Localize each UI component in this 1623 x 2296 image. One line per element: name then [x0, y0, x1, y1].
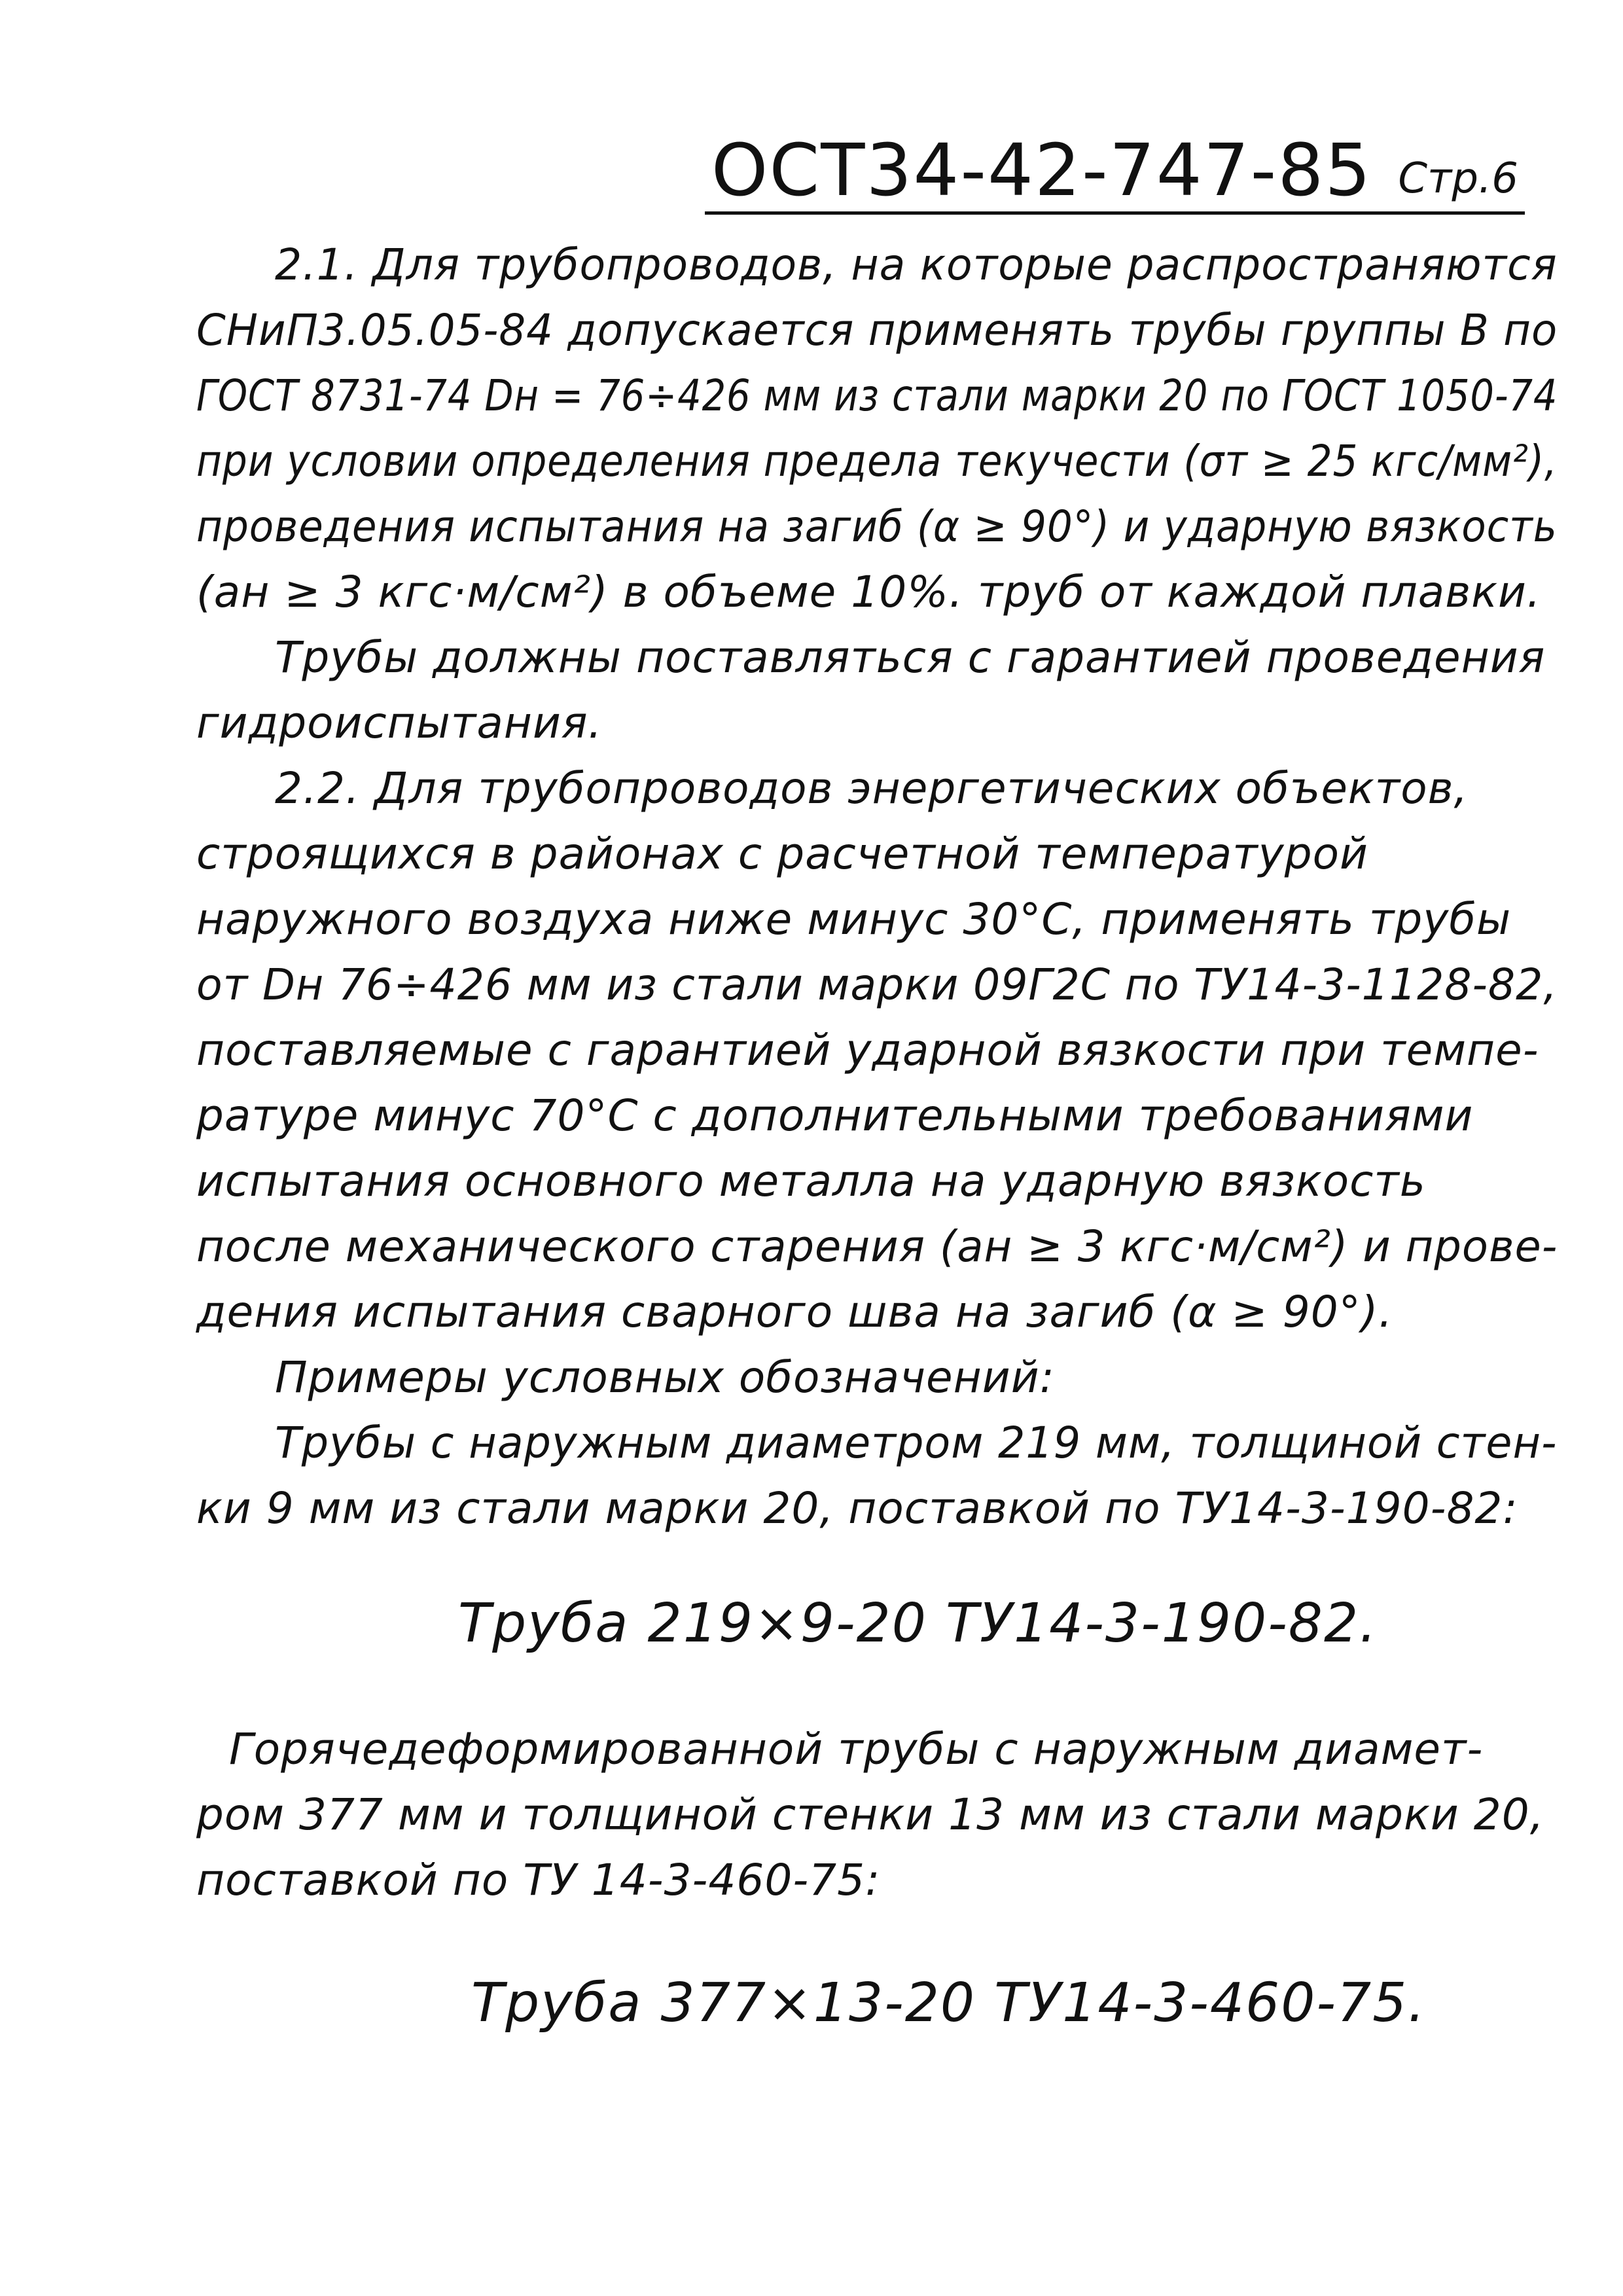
document-code: ОСТ34-42-747-85 — [711, 128, 1372, 212]
text-line: поставкой по ТУ 14-3-460-75: — [196, 1855, 881, 1905]
text-line: 2.2. Для трубопроводов энергетических объектов, — [275, 763, 1469, 814]
text-line: при условии определения предела текучести (σт ≥ 25 кгс/мм²), — [196, 436, 1558, 486]
text-line: Трубы с наружным диаметром 219 мм, толщиной стен- — [275, 1418, 1558, 1468]
text-line: поставляемые с гарантией ударной вязкости при темпе- — [196, 1025, 1539, 1075]
text-line: гидроиспытания. — [196, 698, 603, 748]
text-line: Горячедеформированной трубы с наружным диамет- — [229, 1724, 1484, 1774]
text-line: проведения испытания на загиб (α ≥ 90°) и ударную вязкость — [196, 501, 1558, 552]
text-line: 2.1. Для трубопроводов, на которые распространяются — [275, 240, 1558, 290]
designation-example: Труба 377×13-20 ТУ14-3-460-75. — [471, 1972, 1427, 2034]
text-line: от Dн 76÷426 мм из стали марки 09Г2С по ТУ14-3-1128-82, — [196, 960, 1558, 1010]
text-line: после механического старения (aн ≥ 3 кгс·м/см²) и прове- — [196, 1221, 1558, 1272]
text-line: ратуре минус 70°С с дополнительными требованиями — [196, 1090, 1474, 1141]
text-line: испытания основного металла на ударную вязкость — [196, 1156, 1426, 1206]
text-line: Примеры условных обозначений: — [275, 1352, 1055, 1403]
document-header — [705, 128, 1525, 215]
text-line: наружного воздуха ниже минус 30°С, применять трубы — [196, 894, 1512, 944]
text-line: (aн ≥ 3 кгс·м/см²) в объеме 10%. труб от каждой плавки. — [196, 567, 1541, 617]
text-line: ром 377 мм и толщиной стенки 13 мм из стали марки 20, — [196, 1789, 1544, 1840]
text-line: ГОСТ 8731-74 Dн = 76÷426 мм из стали марки 20 по ГОСТ 1050-74 — [196, 370, 1558, 421]
designation-example: Труба 219×9-20 ТУ14-3-190-82. — [458, 1592, 1378, 1655]
text-line: ки 9 мм из стали марки 20, поставкой по ТУ14-3-190-82: — [196, 1483, 1518, 1534]
text-line: строящихся в районах с расчетной температурой — [196, 829, 1368, 879]
text-line: СНиП3.05.05-84 допускается применять трубы группы В по — [196, 305, 1558, 355]
text-line: дения испытания сварного шва на загиб (α ≥ 90°). — [196, 1287, 1393, 1337]
text-line: Трубы должны поставляться с гарантией проведения — [275, 632, 1546, 683]
page-number: Стр.6 — [1398, 154, 1518, 203]
